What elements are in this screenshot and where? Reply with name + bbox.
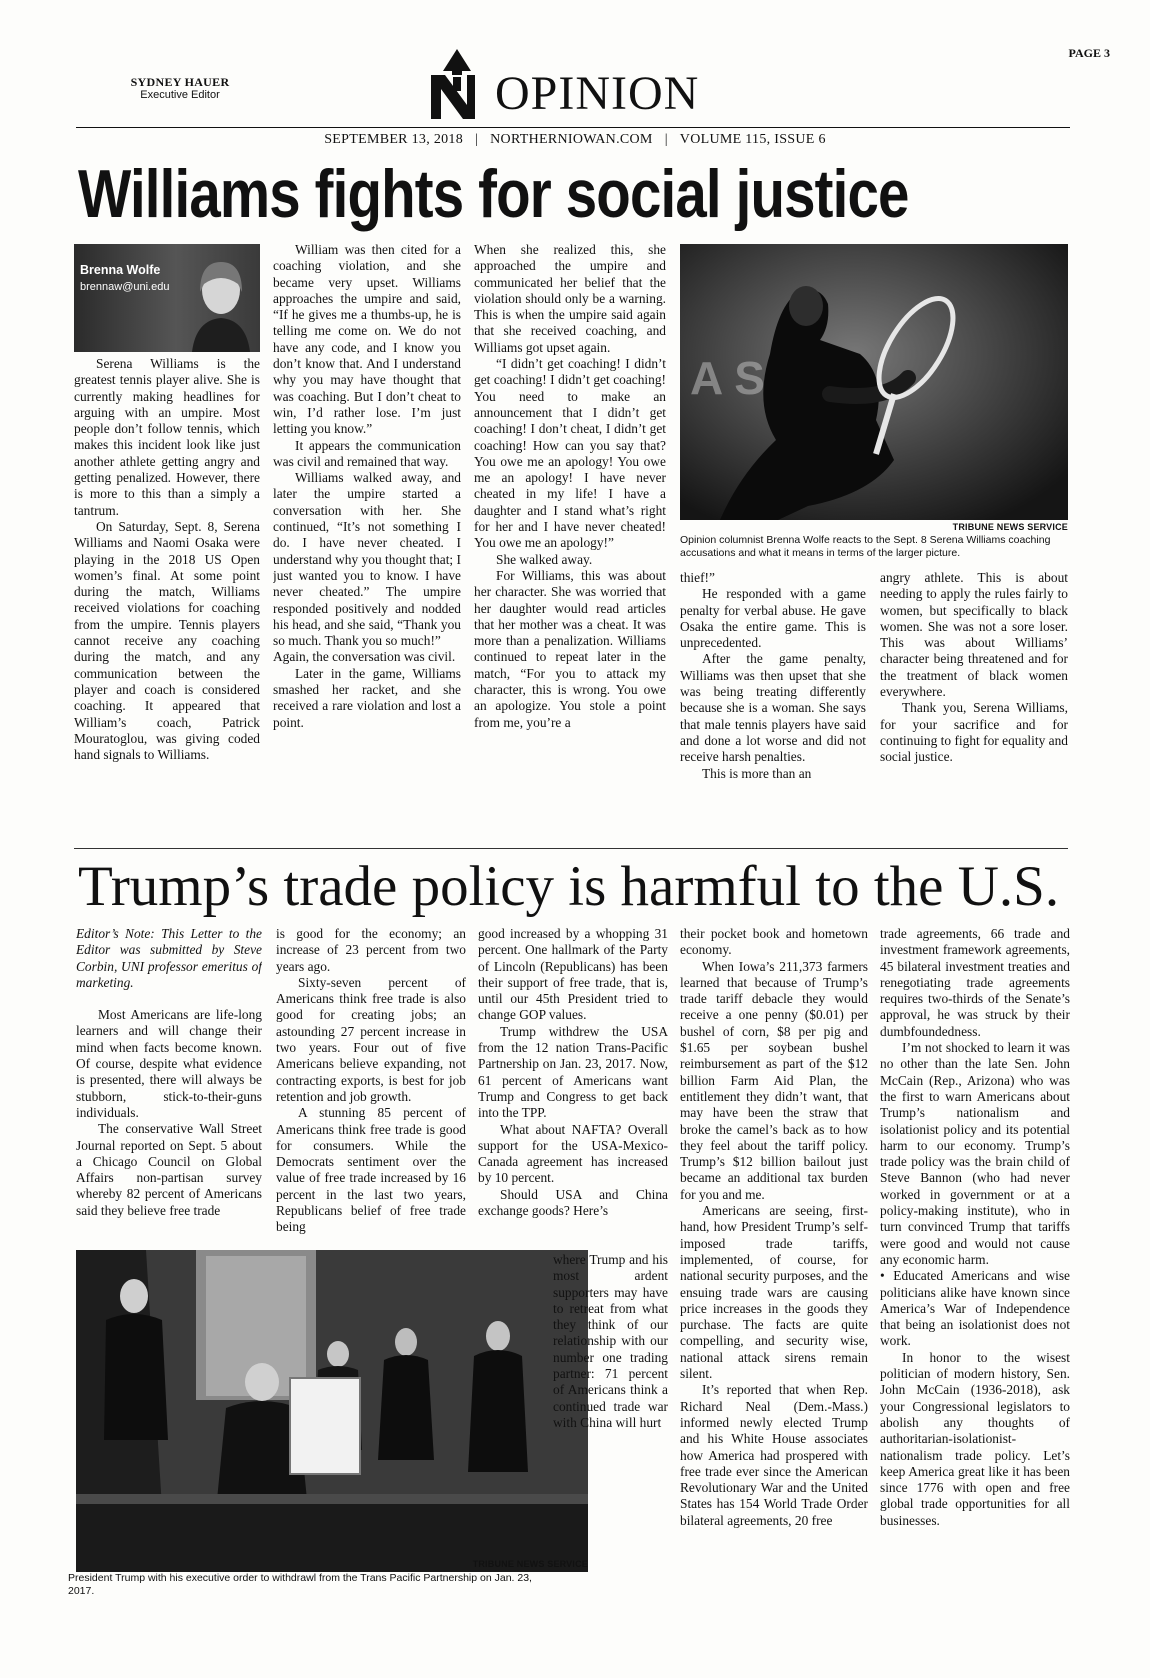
paragraph: It appears the communication was civil and remained that way. [273, 437, 461, 469]
article2-column-3 [478, 926, 668, 1246]
paragraph: trade agreements, 66 trade and investment framework agreements, 45 bilateral investment treaties and renegotiating trade agreements requires two-thirds of the Senate’s approval, he was struck by their dumbfoundedness. [880, 926, 1070, 1039]
paragraph: She walked away. [496, 551, 593, 567]
paragraph: For Williams, this was about her character. She was worried that her daughter would read articles that her mother was a cheat. It was more than a penalization. Williams continued to repeat later in the match, “For you to attack my character, this is wrong. You owe an apologize. You stole a point from me, you’re a [474, 567, 666, 730]
paragraph: This is more than an [702, 765, 812, 781]
paragraph: Again, the conversation was civil. [273, 649, 456, 665]
article1-column-4 [680, 570, 866, 842]
paragraph: • Educated Americans and wise politicians alike have known since America’s War of Independence that being an isolationist does not work. [880, 1268, 1070, 1349]
paragraph: Later in the game, Williams smashed her racket, and she received a rare violation and lost a point. [273, 665, 461, 730]
article1-photo-credit: TRIBUNE NEWS SERVICE [952, 522, 1068, 532]
paragraph: where Trump and his most ardent supporters may have to retreat from what they think of our relationship with our number one trading partner: 71 percent of Americans think a continued trade war with China will hurt [553, 1252, 668, 1430]
paragraph: their pocket book and hometown economy. [680, 926, 868, 958]
paragraph: In honor to the wisest politician of modern history, Sen. John McCain (1936-2018), ask your Congressional legislators to abolish any thoughts of authoritarian-isolationist-nationalism trade policy. Let’s keep America great like it has been since 1776 with open and free global trade opportunities for all businesses. [880, 1349, 1070, 1528]
paragraph: Williams walked away, and later the umpire started a conversation with her. She continued, “It’s not something I do. I have never cheated. I understand why you thought that; I just wanted you to know. I have never cheated.” The umpire responded positively and nodded his head, and she said, “Thank you so much. Thank you so much!” [273, 470, 461, 649]
article1-headline: Williams fights for social justice [78, 156, 909, 232]
article2-headline: Trump’s trade policy is harmful to the U.S. [78, 855, 1060, 918]
article1-column-3 [474, 242, 666, 842]
masthead-rule [76, 127, 1070, 128]
editor-name: SYDNEY HAUER [130, 75, 230, 89]
paragraph: Thank you, Serena Williams, for your sacrifice and for continuing to fight for equality and social justice. [880, 700, 1068, 765]
article2-column-1 [76, 926, 262, 1246]
section-title: OPINION [495, 67, 700, 120]
paragraph: Trump withdrew the USA from the 12 nation Trans-Pacific Partnership on Jan. 23, 2017. Now, 61 percent of Americans want Trump and Congress to get back into the TPP. [478, 1023, 668, 1121]
author-email: brennaw@uni.edu [80, 281, 170, 293]
article2-column-5 [880, 926, 1070, 1596]
article2-photo-caption: President Trump with his executive order to withdrawl from the Trans Pacific Partnership on Jan. 23, 2017. [68, 1572, 532, 1597]
author-photo [192, 254, 250, 352]
article1-photo-serena-williams [680, 244, 1068, 520]
northern-iowan-logo-icon [425, 47, 489, 121]
website: NORTHERNIOWAN.COM [490, 132, 653, 147]
paragraph: is good for the economy; an increase of 23 percent from two years ago. [276, 926, 466, 974]
paragraph: Should USA and China exchange goods? Here’s [478, 1186, 668, 1219]
paragraph: Sixty-seven percent of Americans think free trade is also good for creating jobs; an astounding 27 percent increase in two years. Four out of five Americans believe expanding, not contracting exports, is best for job retention and job growth. [276, 974, 466, 1104]
issue-date: SEPTEMBER 13, 2018 [324, 132, 464, 147]
page-number: PAGE 3 [1068, 46, 1110, 60]
article-divider [74, 848, 1068, 849]
paragraph: When she realized this, she approached the umpire and communicated her belief that the violation should only be a warning. This is when the umpire said again that she received coaching, and Williams got upset again. [474, 242, 666, 355]
paragraph: Serena Williams is the greatest tennis player alive. She is currently making headlines for arguing with an umpire. Most people don’t follow tennis, which makes this incident look like just another athlete getting angry and getting penalized. However, there is more to this than a simply a tantrum. [74, 356, 260, 518]
paragraph: After the game penalty, Williams was then upset that she was being treating differently because she is a woman. She says that male tennis players have said and done a lot worse and did not receive harsh penalties. [680, 651, 866, 765]
executive-editor [120, 76, 240, 102]
paragraph: William was then cited for a coaching violation, and she became very upset. Williams approaches the umpire and said, “If he gives me a thumbs-up, he is telling me come on. We do not have any code, and I know you don’t know that. And I understand why you may have thought that was coaching. But I don’t cheat to win, I’d rather lose. I’m just letting you know.” [273, 242, 461, 437]
article1-column-2 [273, 242, 461, 842]
paragraph: angry athlete. This is about needing to apply the rules fairly to women, but specifically to black women. She was not a sore loser. This was about Williams’ character being threatened and for the treatment of black women everywhere. [880, 570, 1068, 700]
article2-photo-credit: TRIBUNE NEWS SERVICE [472, 1559, 588, 1569]
article1-column-1 [74, 356, 260, 842]
paragraph: What about NAFTA? Overall support for the USA-Mexico-Canada agreement has increased by 10 percent. [478, 1121, 668, 1186]
article2-column-2 [276, 926, 466, 1246]
author-name: Brenna Wolfe [80, 263, 161, 277]
author-byline [74, 244, 260, 352]
paragraph: When Iowa’s 211,373 farmers learned that because of Trump’s trade tariff debacle they would receive a one penny ($0.01) per bushel of corn, $8 per pig and $1.65 per soybean bushel reimbursement as part of the $12 billion Farm Aid Plan, the entitlement they didn’t want, that may have been the straw that broke the camel’s back as to how they feel about the tariff policy. Trump’s $12 billion bailout just became an additional tax burden for you and me. [680, 958, 868, 1202]
paragraph: The conservative Wall Street Journal reported on Sept. 5 about a Chicago Council on Global Affairs non-partisan survey whereby 82 percent of Americans said they believe free trade [76, 1121, 262, 1218]
paragraph: Most Americans are life-long learners and will change their mind when facts become known. Of course, despite what evidence is presented, there will always be stubborn, stick-to-their-guns individuals. [76, 1007, 262, 1120]
article2-photo-trump-executive-order [76, 1250, 588, 1572]
editor-role: Executive Editor [140, 89, 220, 101]
paragraph: “I didn’t get coaching! I didn’t get coaching! I didn’t get coaching! You need to make an announcement that I didn’t get coaching! I don’t cheat, I didn’t get coaching! How can you say that? You owe me an apology! You owe me an apology! I have never cheated in my life! I have a daughter and I stand what’s right for her and I have never cheated! You owe me an apology!” [474, 356, 666, 551]
paragraph: good increased by a whopping 31 percent. One hallmark of the Party of Lincoln (Republicans) has been their support of free trade, that is, until our 45th President tried to change GOP values. [478, 926, 668, 1023]
article2-column-3-wrap [553, 1252, 668, 1592]
paragraph: A stunning 85 percent of Americans think free trade is good for consumers. While the Democrats sentiment over the value of free trade increased by 16 percent in the last two years, Republicans belief of free trade being [276, 1105, 466, 1235]
paragraph: It’s reported that when Rep. Richard Neal (Dem.-Mass.) informed newly elected Trump and his White House associates how America had prospered with free trade ever since the American Revolutionary War and the United States has 154 World Trade Order bilateral agreements, 20 free [680, 1382, 868, 1528]
paragraph: I’m not shocked to learn it was no other than the late Sen. John McCain (Rep., Arizona) who was the first to warn Americans about Trump’s nationalism and isolationist policy and its potential harm to our economy. Trump’s trade policy was the brain child of Steve Bannon (who had never worked in government or at a policy-making institute), who in turn convinced Trump that tariffs were good and would not cause any economic harm. [880, 1040, 1070, 1267]
editors-note-text: Editor’s Note: This Letter to the Editor was submitted by Steve Corbin, UNI professor emeritus of marketing. [76, 926, 262, 990]
paragraph: On Saturday, Sept. 8, Serena Williams and Naomi Osaka were playing in the 2018 US Open women’s final. At some point during the match, Williams received violations for coaching from the umpire. Tennis players cannot receive any coaching during the match, and any communication between the player and coach is considered coaching. It appeared that William’s coach, Patrick Mouratoglou, was giving coded hand signals to Williams. [74, 518, 260, 763]
paragraph: He responded with a game penalty for verbal abuse. He gave Osaka the entire game. This is unprecedented. [680, 586, 866, 651]
paragraph: thief!” [680, 570, 715, 585]
editors-note [76, 926, 262, 991]
svg-text:A S: A S [690, 352, 765, 404]
paragraph: Americans are seeing, first-hand, how President Trump’s self-imposed trade tariffs, implemented, of course, for national security purposes, and the ensuing trade wars are causing price increases in the goods they purchase. The facts are quite compelling, and security wise, national attack sirens remain silent. [680, 1203, 868, 1382]
volume-issue: VOLUME 115, ISSUE 6 [679, 132, 826, 147]
article1-photo-caption: Opinion columnist Brenna Wolfe reacts to the Sept. 8 Serena Williams coaching accusations and what it means in terms of the larger picture. [680, 534, 1051, 559]
article2-column-4 [680, 926, 868, 1596]
dateline: SEPTEMBER 13, 2018 | NORTHERNIOWAN.COM | VOLUME 115, ISSUE 6 [324, 132, 826, 147]
article1-column-5 [880, 570, 1068, 842]
